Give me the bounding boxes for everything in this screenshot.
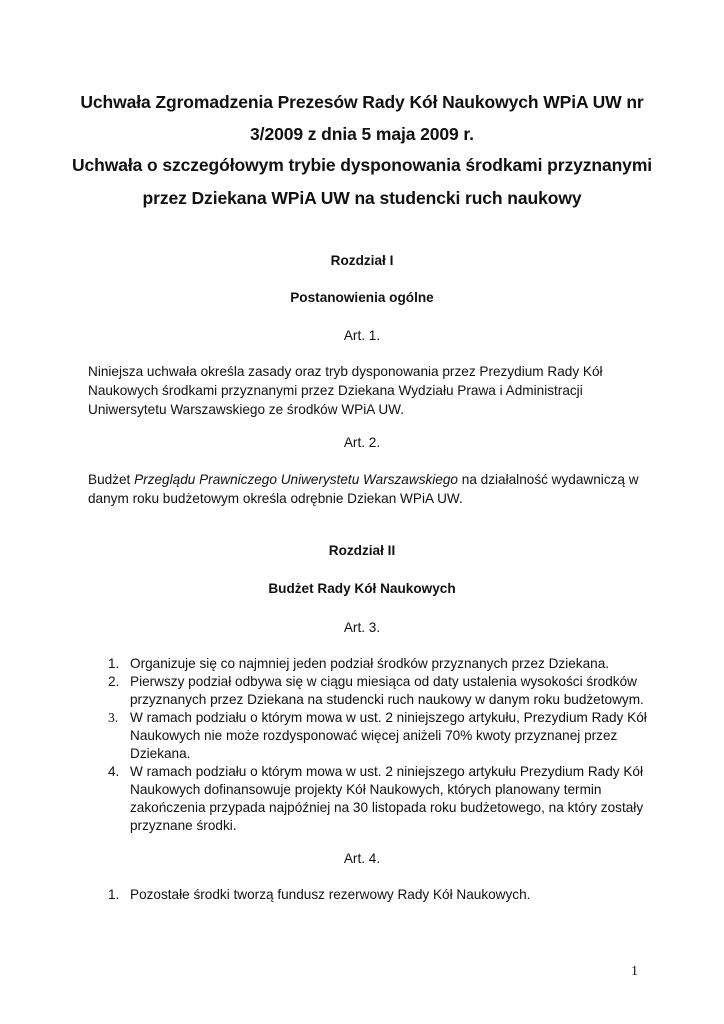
article-1-text: Niniejsza uchwała określa zasady oraz tryb dysponowania przez Prezydium Rady Kół Naukowych środkami przyznanymi przez Dziekana Wydziału Prawa i Administracji Uniwersytetu Warszawskiego ze środków WPiA UW. xyxy=(88,364,603,417)
article-3-heading: Art. 3. xyxy=(343,620,381,635)
chapter-1-title: Postanowienia ogólne xyxy=(290,290,434,305)
list-item-number: 1. xyxy=(108,887,120,902)
list-item-number: 1. xyxy=(108,656,120,671)
list-item-number: 2. xyxy=(108,674,120,689)
title-line-4: przez Dziekana WPiA UW na studencki ruch naukowy xyxy=(142,188,582,208)
article-1-heading: Art. 1. xyxy=(343,328,381,343)
article-2-heading: Art. 2. xyxy=(343,435,381,450)
list-item xyxy=(88,886,648,904)
list-item-text: Pierwszy podział odbywa się w ciągu miesiąca od daty ustalenia wysokości środków przyznanych przez Dziekana na studencki ruch naukowy w danym roku budżetowym. xyxy=(130,674,644,707)
list-item xyxy=(88,673,648,709)
article-2-text-post: na działalność wydawniczą w danym roku budżetowym określa odrębnie Dziekan WPiA UW. xyxy=(88,472,639,506)
list-item-number: 3. xyxy=(108,710,119,725)
title-line-2: 3/2009 z dnia 5 maja 2009 r. xyxy=(250,124,474,144)
list-item xyxy=(88,655,648,673)
chapter-2-title: Budżet Rady Kół Naukowych xyxy=(268,581,456,596)
article-2-text-pre: Budżet xyxy=(88,472,135,487)
article-2-text-italic: Przeglądu Prawniczego Uniwerystetu Warszawskiego xyxy=(134,472,458,487)
title-line-3: Uchwała o szczegółowym trybie dysponowania środkami przyznanymi xyxy=(71,155,653,175)
list-item-text: Pozostałe środki tworzą fundusz rezerwowy Rady Kół Naukowych. xyxy=(130,887,531,902)
article-2-text xyxy=(88,470,648,508)
list-item xyxy=(88,763,648,835)
article-4-list xyxy=(88,886,648,904)
page-number: 1 xyxy=(631,964,638,979)
title-line-1: Uchwała Zgromadzenia Prezesów Rady Kół Naukowych WPiA UW nr xyxy=(80,92,644,112)
list-item-text: W ramach podziału o którym mowa w ust. 2 niniejszego artykułu Prezydium Rady Kół Naukowych dofinansowuje projekty Kół Naukowych, których planowany termin zakończenia przypada najpóźniej na 30 listopada roku budżetowego, na który zostały przyznane środki. xyxy=(130,764,644,833)
article-3-list xyxy=(88,655,648,835)
list-item-text: W ramach podziału o którym mowa w ust. 2 niniejszego artykułu, Prezydium Rady Kół Naukowych nie może rozdysponować więcej aniżeli 70% kwoty przyznanej przez Dziekana. xyxy=(130,710,647,761)
chapter-1-heading: Rozdział I xyxy=(330,253,394,268)
chapter-2-heading: Rozdział II xyxy=(328,543,396,558)
list-item-text: Organizuje się co najmniej jeden podział środków przyznanych przez Dziekana. xyxy=(130,656,610,671)
list-item-number: 4. xyxy=(108,764,120,779)
list-item xyxy=(88,709,648,763)
article-4-heading: Art. 4. xyxy=(343,851,381,866)
